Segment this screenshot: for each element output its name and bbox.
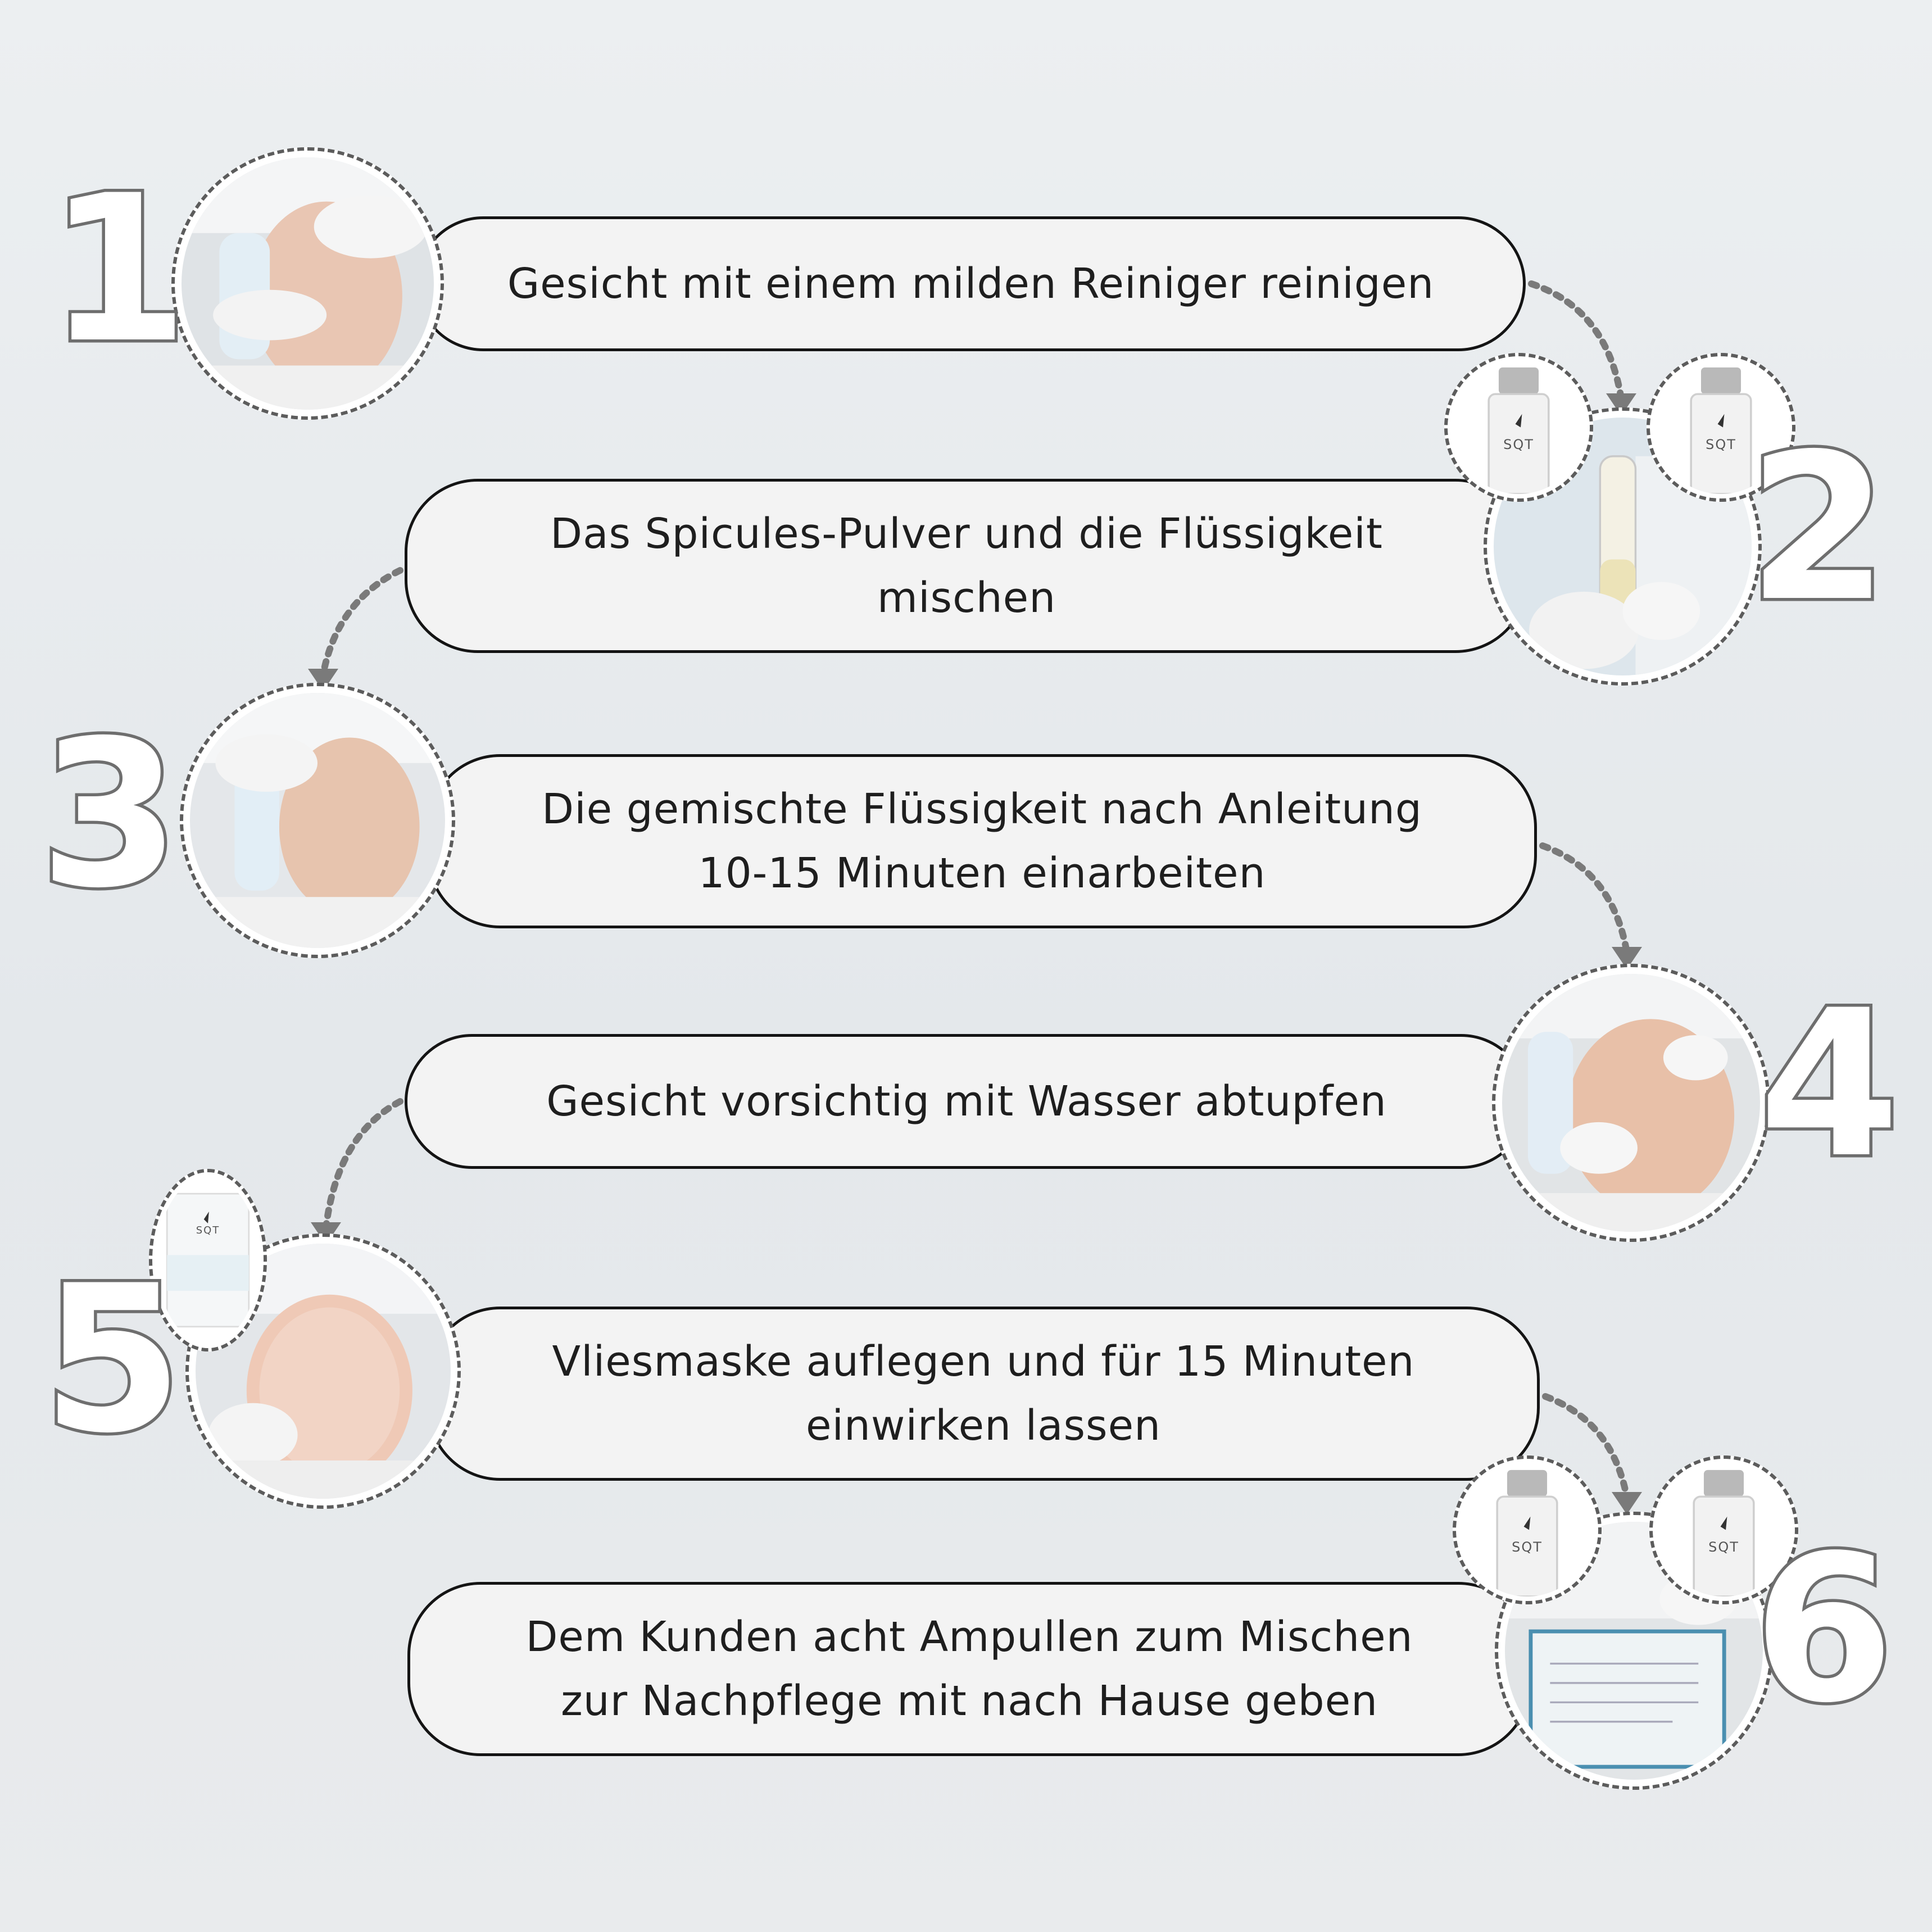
step-4-pill bbox=[405, 1034, 1529, 1169]
step-4-number: 4 bbox=[1759, 967, 1900, 1202]
step-4-text: Gesicht vorsichtig mit Wasser abtupfen bbox=[546, 1077, 1387, 1126]
step-4-photo bbox=[1492, 964, 1770, 1242]
step-2-number: 2 bbox=[1748, 410, 1889, 646]
step-2-pill bbox=[405, 479, 1529, 653]
step-6-vial-2-brand: SQT bbox=[1708, 1539, 1739, 1555]
step-6-vial-1 bbox=[1453, 1455, 1602, 1604]
connector-2-3 bbox=[323, 570, 400, 674]
step-6-pill bbox=[407, 1582, 1531, 1756]
step-2-vial-1-brand: SQT bbox=[1503, 437, 1534, 452]
step-2-vial-1 bbox=[1444, 353, 1593, 502]
step-2-vial-2-brand: SQT bbox=[1706, 437, 1736, 452]
ampoule-icon bbox=[1461, 1463, 1594, 1597]
step-1-text: Gesicht mit einem milden Reiniger reinigen bbox=[507, 260, 1435, 308]
step-2-text: Das Spicules-Pulver und die Flüssigkeit mischen bbox=[550, 510, 1383, 622]
facial-cleansing-image bbox=[182, 157, 434, 410]
step-3-photo bbox=[180, 683, 455, 958]
ampoule-icon bbox=[1452, 361, 1585, 494]
step-3-pill bbox=[427, 754, 1537, 928]
step-6-vial-1-brand: SQT bbox=[1512, 1539, 1543, 1555]
step-5-number: 5 bbox=[42, 1242, 183, 1477]
connector-3-4 bbox=[1543, 846, 1627, 953]
arrowhead-5 bbox=[1612, 1492, 1642, 1514]
step-6-text: Dem Kunden acht Ampullen zum Mischen zur Nachpflege mit nach Hause geben bbox=[525, 1613, 1413, 1725]
step-1-number: 1 bbox=[48, 152, 189, 387]
step-3-text: Die gemischte Flüssigkeit nach Anleitung 10-15 Minuten einarbeiten bbox=[542, 785, 1422, 897]
step-3-number: 3 bbox=[39, 697, 180, 932]
step-6-number: 6 bbox=[1753, 1512, 1894, 1747]
step-1-photo bbox=[171, 147, 444, 420]
step-5-pill bbox=[427, 1307, 1540, 1481]
product-application-image bbox=[190, 693, 445, 948]
step-1-pill bbox=[416, 216, 1526, 351]
dabbing-face-image bbox=[1502, 974, 1760, 1232]
step-5-text: Vliesmaske auflegen und für 15 Minuten einwirken lassen bbox=[552, 1337, 1415, 1450]
connector-4-5 bbox=[326, 1101, 400, 1228]
step-5-mask-brand: SQT bbox=[196, 1224, 220, 1236]
